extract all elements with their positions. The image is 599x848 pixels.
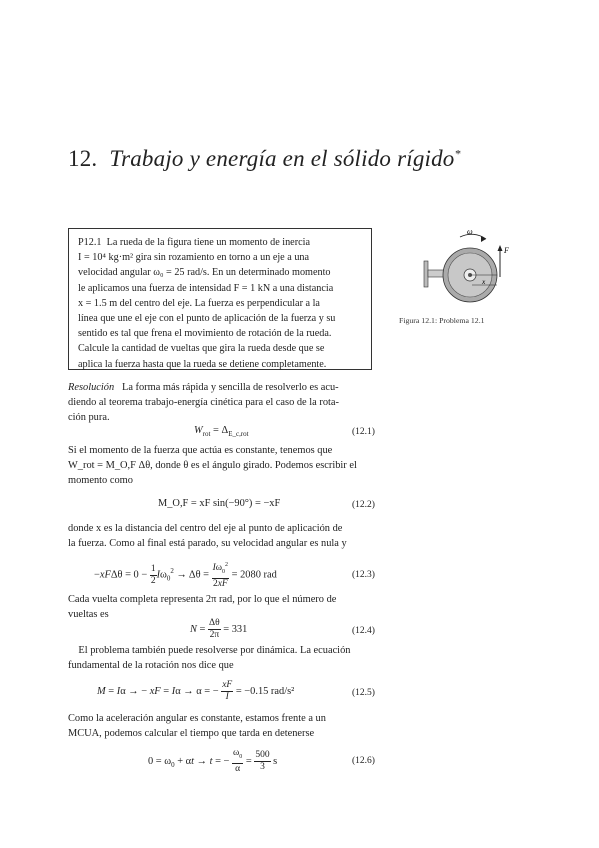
equation-number: (12.1) [352,427,375,437]
problem-id: P12.1 [78,237,102,248]
equation-number: (12.4) [352,626,375,636]
wheel-figure [420,227,520,307]
equation-12-6: $0 = \omega_0 + \alpha t \to t$ = − $\frac{\omega_0}{\alpha}$ = $\frac{500}{3}$ s [148,748,278,774]
problem-line: le aplicamos una fuerza de intensidad F = 1 kN a una distancia [78,282,334,294]
equation-number: (12.6) [352,756,375,766]
wall-support [424,261,428,287]
equation-number: (12.2) [352,500,375,510]
equation-12-1: $W_{rot} = \Delta_{E\_c,rot}$ [194,425,249,439]
chapter-title-text: Trabajo y energía en el sólido rígido [109,146,455,171]
chapter-number: 12. [68,146,98,171]
figure-caption: Figura 12.1: Problema 12.1 [399,316,485,325]
resolution-paragraph-5: El problema también puede resolverse por dinámica. La ecuación fundamental de la rotación nos dice que [68,645,351,671]
equation-12-3: −xFΔθ = 0 − $\frac{1}{2}$ $I\omega_0^2 \to \Delta\theta$ = $\frac{I\omega_0^2}{2xF}$ = 2080 rad [94,562,277,590]
equation-12-2: M_O,F = xF sin(−90°) = −xF [158,498,281,509]
problem-line: velocidad angular ω₀ = 25 rad/s. En un determinado momento [78,267,331,279]
resolution-label: Resolución [68,382,115,393]
resolution-paragraph-1: Resolución La forma más rápida y sencilla de resolverlo es acu- diendo al teorema trabajo-energía cinética para el caso de la rota- ción pura. [68,382,339,423]
problem-line: línea que une el eje con el punto de aplicación de la fuerza y su [78,313,336,325]
resolution-paragraph-4: Cada vuelta completa representa 2π rad, por lo que el número de vueltas es [68,594,337,620]
omega-label: ω [467,227,473,236]
problem-line: sentido es tal que frena el movimiento de rotación de la rueda. [78,328,332,340]
equation-12-5: M = Iα → − xF = Iα → α = − $\frac{xF}{I}$ = −0.15 rad/s² [97,680,295,702]
footnote-mark: * [454,146,461,161]
equation-number: (12.3) [352,570,375,580]
problem-statement [78,235,366,372]
problem-line: aplica la fuerza hasta que la rueda se detiene completamente. [78,358,327,370]
problem-line: P12.1 La rueda de la figura tiene un momento de inercia [78,237,310,248]
equation-12-4: N = $\frac{\Delta\theta}{2\pi}$ = 331 [190,618,248,640]
resolution-paragraph-3: donde x es la distancia del centro del eje al punto de aplicación de la fuerza. Como al final está parado, su velocidad angular es nula y [68,523,347,549]
resolution-paragraph-2: Si el momento de la fuerza que actúa es constante, tenemos que W_rot = M_O,F Δθ, donde θ es el ángulo girado. Podemos escribir el momento como [68,445,357,486]
chapter-title [68,146,461,172]
problem-line: Calcule la cantidad de vueltas que gira la rueda desde que se [78,343,325,355]
problem-line: I = 10⁴ kg·m² gira sin rozamiento en torno a un eje a una [78,252,310,264]
distance-label: x [482,277,486,286]
force-label: F [504,246,509,255]
equation-number: (12.5) [352,688,375,698]
problem-line: x = 1.5 m del centro del eje. La fuerza es perpendicular a la [78,297,320,309]
resolution-paragraph-6: Como la aceleración angular es constante, estamos frente a un MCUA, podemos calcular el tiempo que tarda en detenerse [68,713,326,739]
